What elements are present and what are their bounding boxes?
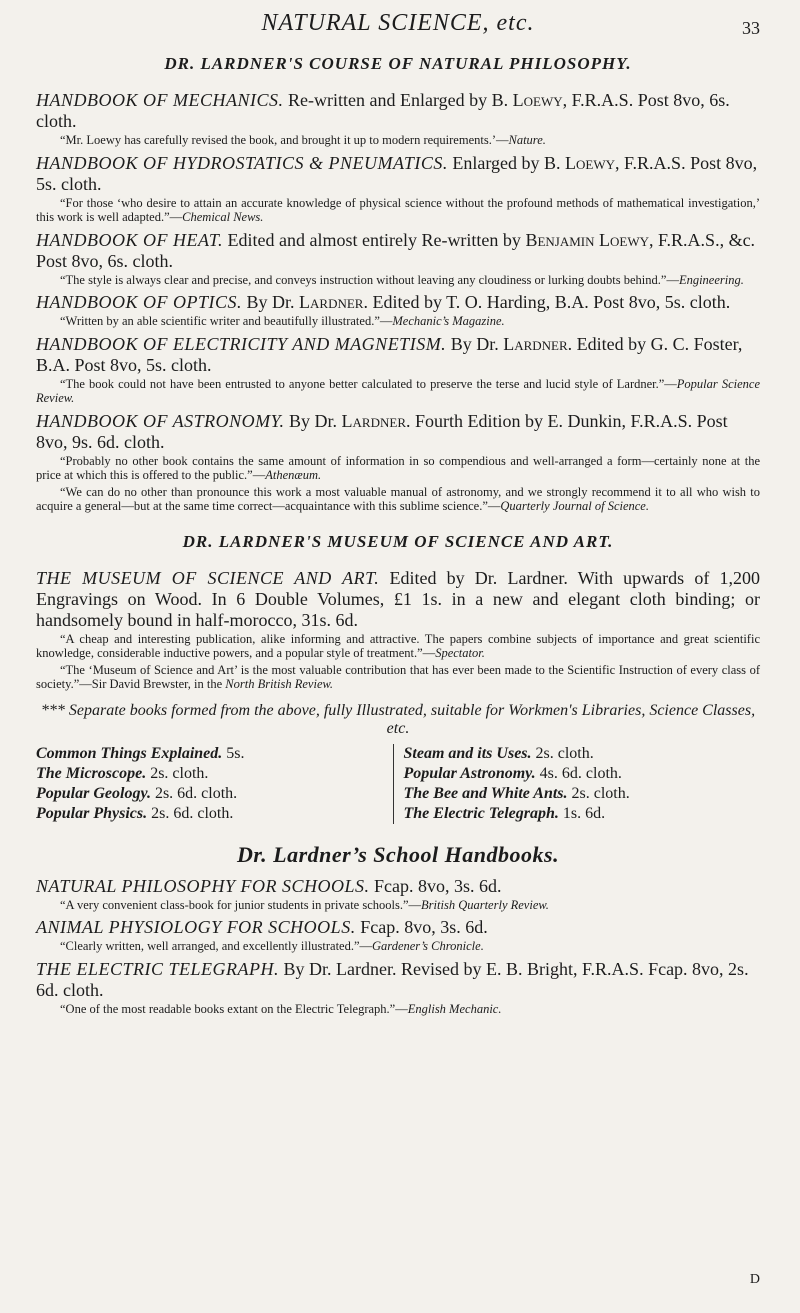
book-details: . Fourth Edition by E. Dunkin, F.R.A.S. Post 8vo, 9s. 6d. cloth.	[36, 410, 728, 452]
separate-book-title: Steam and its Uses.	[403, 744, 532, 762]
separate-books-right	[393, 744, 761, 824]
school-book-entry	[36, 959, 760, 1017]
school-book-heading	[36, 917, 760, 938]
separate-book-title: The Microscope.	[36, 764, 147, 782]
museum-title: THE MUSEUM OF SCIENCE AND ART.	[36, 567, 380, 588]
separate-book-title: Popular Astronomy.	[403, 764, 536, 782]
review-quote-text: “We can do no other than pronounce this work a most valuable manual of astronomy, and we strongly recommend it to all who wish to acquire a general—but at the same time correct—acquaintance with this sublime science.”—	[36, 484, 760, 513]
review-quote-text: “Probably no other book contains the same amount of information in so compendious and well-arranged a form—certainly none at the price at which this is offered to the public.”—	[36, 453, 760, 482]
book-title: HANDBOOK OF ELECTRICITY AND MAGNETISM.	[36, 333, 447, 354]
book-description: Edited and almost entirely Re-written by	[223, 229, 526, 250]
review-quote	[36, 454, 760, 483]
book-title: HANDBOOK OF HEAT.	[36, 229, 223, 250]
review-quote-text: “For those ‘who desire to attain an accurate knowledge of physical science without the profound methods of mathematical investigation,’ this work is well adapted.”—	[36, 195, 760, 224]
separate-books-list	[36, 744, 760, 824]
separate-book-title: The Bee and White Ants.	[403, 784, 568, 802]
review-quote-source: Engineering.	[678, 272, 744, 287]
review-quote-text: “Mr. Loewy has carefully revised the book, and brought it up to modern requirements.’—	[60, 133, 509, 147]
separate-book-price: 2s. 6d. cloth.	[147, 804, 234, 822]
museum-desc: Edited by Dr. Lardner. With upwards of 1,200 Engravings on Wood. In 6 Double Volumes, £1 1s. in a new and elegant cloth binding; or handsomely bound in half-morocco, 31s. 6d.	[36, 567, 760, 630]
school-book-details: Fcap. 8vo, 3s. 6d.	[355, 917, 488, 937]
separate-book-price: 2s. 6d. cloth.	[150, 784, 238, 802]
book-title: HANDBOOK OF ASTRONOMY.	[36, 410, 285, 431]
museum-quote-source: Spectator.	[435, 646, 485, 660]
course-heading: DR. LARDNER'S COURSE OF NATURAL PHILOSOPHY.	[164, 54, 632, 73]
separate-book-item	[36, 804, 393, 824]
book-entry	[36, 334, 760, 406]
review-quote-text: “The book could not have been entrusted to anyone better calculated to preserve the terse and lucid style of Lardner.”—	[60, 376, 677, 391]
running-head	[36, 6, 760, 40]
book-description: By Dr.	[242, 292, 300, 312]
book-author: Loewy	[512, 90, 563, 110]
separate-book-item	[404, 764, 761, 784]
school-book-details: Fcap. 8vo, 3s. 6d.	[369, 875, 502, 896]
separate-book-item	[404, 804, 761, 824]
school-review-quote-text: “One of the most readable books extant on the Electric Telegraph.”—	[60, 1001, 408, 1016]
separate-book-item	[36, 784, 393, 804]
catalogue-page	[36, 6, 760, 1021]
book-entry-heading	[36, 90, 760, 132]
separate-book-price: 5s.	[222, 744, 245, 762]
book-title: HANDBOOK OF HYDROSTATICS & PNEUMATICS.	[36, 152, 448, 173]
museum-quote-2	[36, 663, 760, 692]
book-description: By Dr.	[446, 333, 504, 354]
separate-book-price: 2s. cloth.	[531, 744, 594, 762]
book-entry-heading	[36, 411, 760, 453]
school-book-entry	[36, 876, 760, 913]
separate-book-price: 2s. cloth.	[567, 784, 630, 802]
book-entry	[36, 230, 760, 288]
review-quote	[36, 485, 760, 514]
page-number: 33	[742, 18, 760, 38]
separate-book-item	[404, 744, 761, 764]
review-quote-text: “Written by an able scientific writer and beautifully illustrated.”—	[60, 314, 393, 328]
school-review-quote-text: “Clearly written, well arranged, and excellently illustrated.”—	[60, 939, 373, 953]
book-description: Re-written and Enlarged by B.	[283, 90, 513, 110]
school-review-quote	[36, 1002, 760, 1017]
museum-entry	[36, 568, 760, 631]
review-quote	[36, 133, 760, 148]
school-book-entry	[36, 917, 760, 954]
book-details: , F.R.A.S. Post 8vo, 6s. cloth.	[36, 90, 730, 131]
school-book-title: THE ELECTRIC TELEGRAPH.	[36, 958, 280, 979]
school-handbooks-heading: Dr. Lardner’s School Handbooks.	[236, 841, 560, 867]
book-entry-heading	[36, 153, 760, 195]
review-quote	[36, 196, 760, 225]
book-entry-heading	[36, 334, 760, 376]
book-entry-heading	[36, 230, 760, 272]
review-quote-text: “The style is always clear and precise, and conveys instruction without leaving any cloudiness or lurking doubts behind.”—	[60, 272, 679, 287]
separate-book-title: The Electric Telegraph.	[403, 804, 559, 822]
book-details: . Edited by G. C. Foster, B.A. Post 8vo, 5s. cloth.	[36, 333, 743, 375]
book-entry	[36, 411, 760, 514]
separate-book-title: Popular Geology.	[36, 784, 151, 802]
separate-book-item	[36, 764, 393, 784]
separate-book-title: Popular Physics.	[36, 804, 148, 822]
book-description: By Dr.	[284, 410, 342, 431]
school-book-details: By Dr. Lardner. Revised by E. B. Bright, F.R.A.S. Fcap. 8vo, 2s. 6d. cloth.	[36, 958, 749, 1000]
running-title: NATURAL SCIENCE, etc.	[261, 10, 535, 36]
separate-book-price: 1s. 6d.	[558, 804, 606, 822]
signature-mark: D	[749, 1272, 760, 1287]
review-quote	[36, 377, 760, 406]
museum-quote-2-source: North British Review.	[225, 677, 334, 691]
review-quote	[36, 273, 760, 288]
book-details: . Edited by T. O. Harding, B.A. Post 8vo, 5s. cloth.	[363, 292, 731, 312]
book-entry-heading	[36, 292, 760, 313]
course-entries	[36, 90, 760, 514]
museum-quote-2-text: “The ‘Museum of Science and Art’ is the most valuable contribution that has ever been made to the Scientific Instruction of every class of society.”—Sir David Brewster, in the	[36, 662, 760, 691]
museum-heading: DR. LARDNER'S MUSEUM OF SCIENCE AND ART.	[182, 531, 614, 551]
separate-book-item	[36, 744, 393, 764]
book-details: , F.R.A.S., &c. Post 8vo, 6s. cloth.	[36, 229, 756, 271]
school-book-title: ANIMAL PHYSIOLOGY FOR SCHOOLS.	[36, 917, 356, 937]
book-author: Loewy	[565, 152, 615, 173]
book-entry	[36, 90, 760, 148]
school-review-quote-text: “A very convenient class-book for junior students in private schools.”—	[60, 897, 422, 912]
school-book-heading	[36, 876, 760, 897]
review-quote-source: Mechanic’s Magazine.	[392, 314, 505, 328]
school-review-quote-source: British Quarterly Review.	[421, 897, 549, 912]
review-quote-source: Athenæum.	[265, 468, 322, 482]
review-quote-source: Popular Science Review.	[36, 376, 760, 405]
book-author: Benjamin Loewy	[525, 229, 649, 250]
book-author: Lardner	[503, 333, 568, 354]
review-quote-source: Nature.	[508, 133, 546, 147]
school-review-quote	[36, 939, 760, 954]
book-description: Enlarged by B.	[447, 152, 565, 173]
separate-books-note: *** Separate books formed from the above, fully Illustrated, suitable for Workmen's Libraries, Science Classes, etc.	[40, 701, 756, 737]
review-quote-source: Quarterly Journal of Science.	[500, 499, 649, 513]
separate-book-item	[404, 784, 761, 804]
school-review-quote	[36, 898, 760, 913]
separate-book-title: Common Things Explained.	[36, 744, 223, 762]
school-book-title: NATURAL PHILOSOPHY FOR SCHOOLS.	[36, 875, 370, 896]
separate-book-price: 4s. 6d. cloth.	[535, 764, 622, 782]
museum-quote-text: “A cheap and interesting publication, alike informing and attractive. The papers combine subjects of importance and great scientific knowledge, considerable inductive powers, and a popular style of treatment.”—	[36, 631, 760, 660]
book-entry	[36, 153, 760, 225]
book-author: Lardner	[341, 410, 406, 431]
review-quote	[36, 314, 760, 329]
review-quote-source: Chemical News.	[182, 210, 264, 224]
separate-book-price: 2s. cloth.	[146, 764, 209, 782]
book-title: HANDBOOK OF MECHANICS.	[36, 90, 284, 110]
school-review-quote-source: English Mechanic.	[407, 1001, 502, 1016]
book-details: , F.R.A.S. Post 8vo, 5s. cloth.	[36, 152, 758, 194]
book-author: Lardner	[299, 292, 364, 312]
school-review-quote-source: Gardener’s Chronicle.	[372, 939, 484, 953]
museum-quote	[36, 632, 760, 661]
book-title: HANDBOOK OF OPTICS.	[36, 292, 242, 312]
school-entries	[36, 876, 760, 1017]
book-entry	[36, 292, 760, 329]
separate-books-left	[36, 744, 393, 824]
school-book-heading	[36, 959, 760, 1001]
